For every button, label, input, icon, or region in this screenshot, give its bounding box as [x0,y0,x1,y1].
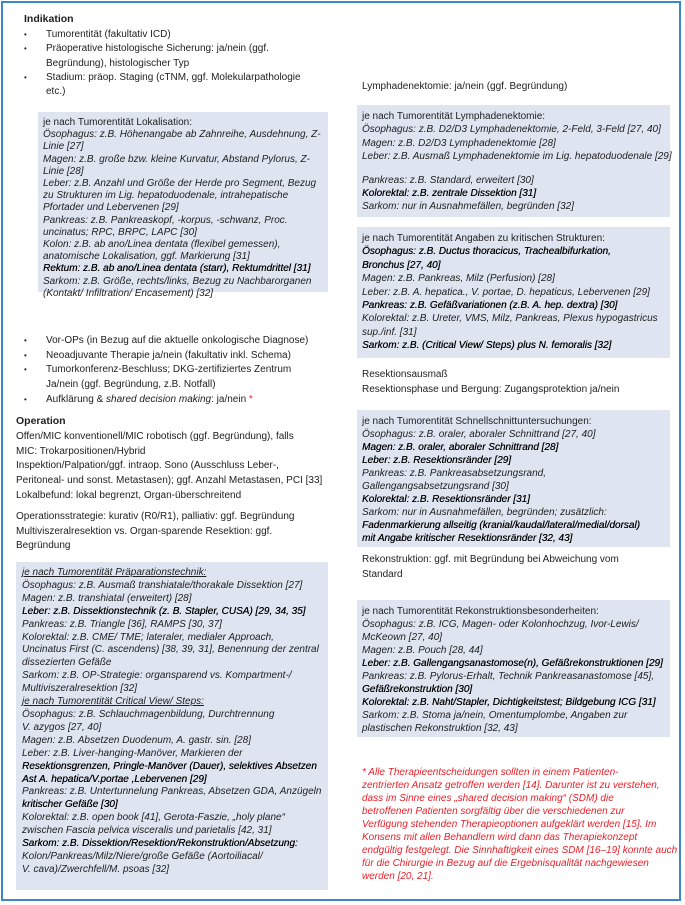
box-line: Ösophagus: z.B. ICG, Magen- oder Kolonhochzug, Ivor-Lewis/ [362,619,639,630]
box-line: Rektum: z.B. ab ano/Linea dentata (starr), Rektumdrittel [31] [43,263,311,275]
box-rekonstruktion [357,600,670,737]
list-item-aufklaerung: • Aufklärung & shared decision making: ja/nein * [24,393,334,408]
box-line: Sarkom: nur in Ausnahmefällen, begründen [32] [362,201,574,213]
rekonstruktion-text: Rekonstruktion: ggf. mit Begründung bei Abweichung vom Standard [362,554,619,580]
box-line: Leber: z.B. A. hepatica., V. portae, D. hepaticus, Lebervenen [29] [362,286,650,298]
box-line: Leber: z.B. Anzahl und Größe der Herde pro Segment, Bezug [43,178,317,190]
list-item: • Stadium: präop. Staging (cTNM, ggf. Molekularpathologie etc.) [24,71,334,100]
box-line: Kolorektal: z.B. Ureter, VMS, Milz, Pankreas, Plexus hypogastricus [362,313,658,325]
box-line: Pankreas: z.B. Gefäßvariationen (z.B. A. hep. dextra) [30] [362,300,618,312]
box-line: Sarkom: z.B. Größe, rechts/links, Bezug zu Nachbarorganen [43,275,312,287]
box-line: uncinatus; RPC, BRPC, LAPC [30] [43,226,197,238]
vorbefund-list [24,334,334,392]
list-item: • Neoadjuvante Therapie ja/nein (fakultativ inkl. Schema) [24,349,334,364]
box-header: je nach Tumorentität Critical View/ Steps: [22,696,204,708]
box-line: Ösophagus: z.B. Höhenangabe ab Zahnreihe, Ausdehnung, Z- [43,129,321,141]
box-line: Kolorektal: z.B. open book [41], Gerota-Faszie, „holy plane“ [22,812,285,824]
box-line: Pankreas: z.B. Untertunnelung Pankreas, Absetzen GDA, Anzügeln [22,786,322,798]
box-line: Sarkom: z.B. (Critical View/ Steps) plus N. femoralis [32] [362,340,612,352]
box-line: Kolon: z.B. ab ano/Linea dentata (flexibel gemessen), [43,239,281,251]
box-line: Pankreas: z.B. Pankreasabsetzungsrand, [362,468,546,479]
box-lokalisation [38,112,328,299]
box-line: Ösophagus: z.B. oraler, aboraler Schnittrand [27, 40] [362,429,596,440]
box-header: je nach Tumorentität Lokalisation: [43,117,192,128]
box-header: je nach Tumorentität Präparationstechnik: [22,567,207,578]
box-line: Kolon/Pankreas/Milz/Niere/große Gefäße (Aortoiliacal/ [22,850,263,862]
box-line: mit Angabe kritischer Resektionsränder [32, 43] [362,533,573,544]
box-line: Leber: z.B. Ausmaß Lymphadenektomie im Lig. hepatoduodenale [29] [362,151,672,163]
box-line: Pankreas: z.B. Standard, erweitert [30] [362,174,534,186]
box-line: Leber: z.B. Resektionsränder [29] [362,455,511,466]
box-line: zu Strukturen im Lig. hepatoduodenale, intrahepatische [43,190,289,202]
box-line: Gefäßrekonstruktion [30] [362,684,473,695]
sdm-footnote: * Alle Therapieentscheidungen sollten in einem Patienten- zentrierten Ansatz getroffen werden [14]. Darunter ist zu verstehen, dass im Sinne eines „shared decision making“ (SDM) die betroffenen Patienten sorgfältig über die verschiedenen zur Verfügung stehenden Therapieoptionen aufgeklärt werden [15]. Im Konsens mit allen Behandlern wird dann das Therapiekonzept endgültig festgelegt. Die Sinnhaftigkeit eines SDM [16–19] konnte auch für die Chirurgie in Bezug auf die Ergebnisqualität nachgewiesen werden [20, 21]. [362,767,678,882]
box-line: Linie [28] [43,165,84,177]
resektion-text: Resektionsausmaß Resektionsphase und Bergung: Zugangsprotektion ja/nein [362,369,620,395]
box-praeparation [16,562,328,890]
aufklaerung-list [24,393,334,408]
box-line: Kolorektal: z.B. Resektionsränder [31] [362,494,530,505]
indikation-heading: Indikation [24,13,74,25]
box-line: Pankreas: z.B. Pankreaskopf, -korpus, -schwanz, Proc. [43,214,288,226]
box-line: Ösophagus: z.B. D2/D3 Lymphadenektomie, 2-Feld, 3-Feld [27, 40] [362,124,661,136]
box-line: V. cava)/Zwerchfell/M. psoas [32] [22,863,170,875]
list-item: • Präoperative histologische Sicherung: ja/nein (ggf. Begründung), histologischer Typ [24,42,334,71]
box-header: je nach Tumorentität Rekonstruktionsbesonderheiten: [362,606,599,617]
box-line: Pankreas: z.B. Pylorus-Erhalt, Technik Pankreasanastomose [45], [362,671,654,682]
box-header: je nach Tumorentität Angaben zu kritischen Strukturen: [362,233,605,244]
strategie-text: Operationsstrategie: kurativ (R0/R1), palliativ: ggf. Begründung Multiviszeralresektion vs. Organ-sparende Resektion: ggf. Begründung [16,511,295,552]
box-line: Resektionsgrenzen, Pringle-Manöver (Dauer), selektives Absetzen [22,760,317,772]
box-line: Leber: z.B. Liver-hanging-Manöver, Markieren der [22,747,243,759]
list-item: • Tumorentität (fakultativ ICD) [24,28,334,42]
box-line: Sarkom: z.B. Dissektion/Resektion/Rekonstruktion/Absetzung: [22,838,298,850]
box-line: Kolorektal: z.B. Naht/Stapler, Dichtigkeitstest; Bildgebung ICG [31] [362,697,656,708]
operation-text: Offen/MIC konventionell/MIC robotisch (ggf. Begründung), falls MIC: Trokarpositionen/Hybrid Inspektion/Palpation/ggf. intraop. Sono (Ausschluss Leber-, Peritoneal- und sonst. Metastasen); ggf. Anzahl Metastasen, PCI [33] Lokalbefund: lokal begrenzt, Organ-überschreitend [16,431,323,501]
box-schnellschnitt [357,410,670,547]
list-item: • Vor-OPs (in Bezug auf die aktuelle onkologische Diagnose) [24,334,334,349]
box-line: plastischen Rekonstruktion [32, 43] [362,723,518,734]
box-kritische-strukturen [357,227,670,358]
box-header: je nach Tumorentität Schnellschnittuntersuchungen: [362,416,592,427]
box-line: Pankreas: z.B. Triangle [36], RAMPS [30, 37] [22,618,222,630]
box-line: dissezierten Gefäße [22,657,112,669]
box-line: Ast A. hepatica/V.portae ,Lebervenen [29] [22,773,207,785]
box-line: Ösophagus: z.B. Ductus thoracicus, Trachealbifurkation, [362,246,611,258]
box-line: Leber: z.B. Gallengangsanastomose(n), Gefäßrekonstruktionen [29] [362,658,663,669]
indikation-list [24,28,334,99]
box-line: zwischen Fascia pelvica visceralis und parietalis [42, 31] [22,825,272,837]
box-line [362,164,670,174]
box-line: Magen: z.B. oraler, aboraler Schnittrand [28] [362,442,559,453]
box-line: kritischer Gefäße [30] [22,799,118,811]
box-line: Sarkom: z.B. Stoma ja/nein, Omentumplombe, Angaben zur [362,710,628,721]
box-line: Magen: z.B. transhiatal (erweitert) [28] [22,592,192,604]
box-line: Ösophagus: z.B. Schlauchmagenbildung, Durchtrennung [22,708,275,720]
box-line: (Kontakt/ Infiltration/ Encasement) [32] [43,287,214,299]
box-line: V. azygos [27, 40] [22,721,102,733]
lymph-text: Lymphadenektomie: ja/nein (ggf. Begründung) [362,81,568,92]
box-line: Bronchus [27, 40] [362,259,441,271]
box-line: Sarkom: nur in Ausnahmefällen, begründen; zusätzlich: [362,507,607,518]
box-line: Magen: z.B. Pankreas, Milz (Perfusion) [28] [362,273,555,285]
box-line: Magen: z.B. Absetzen Duodenum, A. gastr. sin. [28] [22,734,252,746]
box-header: je nach Tumorentität Lymphadenektomie: [362,111,546,122]
box-line: Magen: z.B. Pouch [28, 44] [362,645,483,656]
box-line: anatomische Lokalisation, ggf. Markierung [31] [43,251,250,263]
box-line: Uncinatus First (C. ascendens) [38, 39, 31], Benennung der zentral [22,644,319,656]
box-line: Linie [27] [43,141,84,153]
box-line: Fadenmarkierung allseitig (kranial/kaudal/lateral/medial/dorsal) [362,520,640,531]
asterisk-marker: * [248,394,253,405]
box-line: Magen: z.B. große bzw. kleine Kurvatur, Abstand Pylorus, Z- [43,153,310,165]
operation-heading: Operation [16,415,66,427]
box-line: Multiviszeralresektion [32] [22,683,138,695]
box-line: Kolorektal: z.B. CME/ TME; lateraler, medialer Approach, [22,631,274,643]
box-line: sup./inf. [31] [362,326,417,338]
box-line: Sarkom: z.B. OP-Strategie: organsparend vs. Kompartment-/ [22,670,292,682]
box-line: Gallengangsabsetzungsrand [30] [362,481,509,492]
box-lymphadenektomie [357,105,670,217]
box-line: Kolorektal: z.B. zentrale Dissektion [31] [362,188,536,200]
box-line: Leber: z.B. Dissektionstechnik (z. B. Stapler, CUSA) [29, 34, 35] [22,605,306,617]
box-line: Pfortader und Lebervenen [29] [43,202,179,214]
box-line: McKeown [27, 40] [362,632,443,643]
box-line: Magen: z.B. D2/D3 Lymphadenektomie [28] [362,137,556,149]
list-item: • Tumorkonferenz-Beschluss; DKG-zertifiziertes Zentrum Ja/nein (ggf. Begründung, z.B. Notfall) [24,363,334,392]
box-line: Ösophagus: z.B. Ausmaß transhiatale/thorakale Dissektion [27] [22,579,303,591]
